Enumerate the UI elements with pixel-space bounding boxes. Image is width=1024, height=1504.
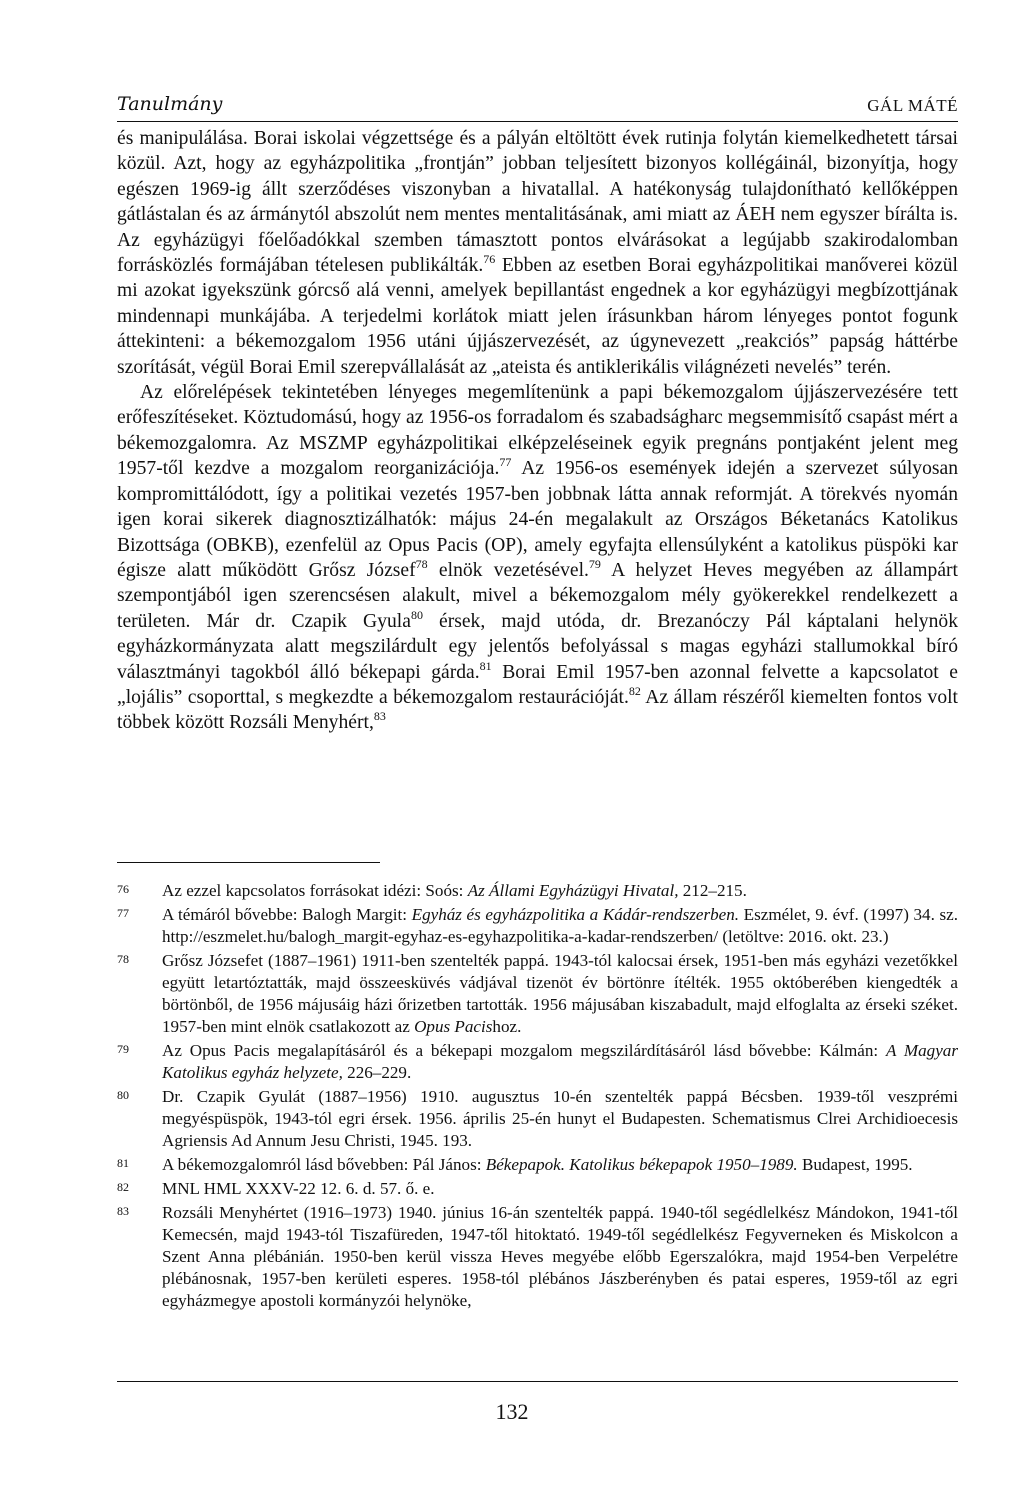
footnote-ref-83[interactable]: 83	[373, 709, 386, 724]
footnote-ref-80[interactable]: 80	[410, 607, 423, 622]
footnote-78	[117, 950, 958, 1038]
footnote-italic-title: Egyház és egyházpolitika a Kádár-rendszerben.	[411, 905, 740, 924]
paragraph-2	[117, 380, 958, 736]
footnote-text	[162, 904, 958, 948]
footnotes	[117, 880, 958, 1314]
footnote-text-part: Grősz Józsefet (1887–1961) 1911-ben szentelték pappá. 1943-tól kalocsai érsek, 1951-ben más egyházi vezetőkkel együtt letartóztatták, majd összeesküvés vádjával tizenöt év börtönre ítélték. 1955 októberében kiengedték a börtönből, de 1956 májusáig házi őrizetben tartották. 1956 májusában kiszabadult, majd elfoglalta az érseki széket. 1957-ben mint elnök csatlakozott az	[162, 951, 958, 1036]
footnote-text	[162, 880, 958, 902]
paragraph-2-text-d: A helyzet Heves megyében az állampárt szempontjából igen szerencsésen alakult, mivel a békemozgalom mély gyökerekkel rendelkezett a területen. Már dr. Czapik Gyula	[117, 559, 958, 632]
author-name: GÁL MÁTÉ	[867, 96, 958, 115]
footnote-number: 83	[117, 1204, 129, 1218]
footnote-ref-78[interactable]: 78	[415, 556, 428, 571]
paragraph-2-text-a: Az előrelépések tekintetében lényeges megemlítenünk a papi békemozgalom újjászervezésére tett erőfeszítéseket. Köztudomású, hogy az 1956-os forradalom és szabadságharc megsemmisítő csapást mért a békemozgalomra. Az MSZMP egyházpolitikai elképzeléseinek egyik pregnáns pontjaként jelent meg 1957-től kezdve a mozgalom reorganizációja.	[117, 382, 958, 480]
footnote-text-part: hoz.	[492, 1017, 522, 1036]
footnote-italic-title: Békepapok. Katolikus békepapok 1950–1989.	[485, 1155, 798, 1174]
footnote-76	[117, 880, 958, 902]
footnote-number: 81	[117, 1156, 129, 1170]
footnote-text	[162, 1202, 958, 1312]
paragraph-2-text-c: elnök vezetésével.	[427, 559, 589, 581]
footnote-text-part: Az Opus Pacis megalapításáról és a békepapi mozgalom megszilárdításáról lásd bővebbe: Kálmán:	[162, 1041, 886, 1060]
page-number: 132	[495, 1399, 529, 1424]
footnote-text	[162, 1086, 958, 1152]
body-text	[117, 126, 958, 736]
running-header	[117, 93, 958, 119]
footnote-ref-79[interactable]: 79	[588, 556, 601, 571]
paragraph-2-text-e: érsek, majd utóda, dr. Brezanóczy Pál káptalani helynök egyházkormányzata alatt megszilárdult egy jelentős befolyással s magas egyházi stallumokkal bíró választmányi tagokból álló békepapi gárda.	[117, 610, 958, 683]
footnote-text	[162, 950, 958, 1038]
footnote-80	[117, 1086, 958, 1152]
footnote-text-part: Eszmélet, 9. évf. (1997) 34. sz. http://eszmelet.hu/balogh_margit-egyhaz-es-egyhazpolitika-a-kadar-rendszerben/ (letöltve: 2016. okt. 23.)	[162, 905, 958, 946]
footnote-ref-77[interactable]: 77	[499, 455, 512, 470]
footnote-82	[117, 1178, 958, 1200]
footnote-77	[117, 904, 958, 948]
footnote-text	[162, 1154, 958, 1176]
footnote-number: 79	[117, 1042, 129, 1056]
footnote-ref-76[interactable]: 76	[483, 252, 496, 267]
section-title: Tanulmány	[117, 93, 223, 115]
header-rule	[117, 121, 958, 122]
footer-rule	[117, 1381, 958, 1382]
footnote-ref-81[interactable]: 81	[479, 658, 492, 673]
footnote-italic-title: Opus Pacis	[414, 1017, 493, 1036]
paragraph-1-text-a: és manipulálása. Borai iskolai végzettsége és a pályán eltöltött évek rutinja folytán kiemelkedhetett társai közül. Azt, hogy az egyházpolitika „frontján” jobban teljesített bizonyos kollégáinál, bizonyítja, hogy egészen 1969-ig állt szerződéses viszonyban a hivatallal. A hatékonyság tulajdonítható kellőképpen gátlástalan és az ármánytól abszolút nem mentes mentalitásának, ami miatt az ÁEH nem egyszer bírálta is. Az egyházügyi főelőadókkal szemben támasztott pontos elvárásokat a legújabb szakirodalomban forrásközlés formájában tételesen publikálták.	[117, 128, 958, 277]
paragraph-1-text-b: Ebben az esetben Borai egyházpolitikai manőverei közül mi azokat igyekszünk górcső alá venni, amelyek bepillantást engednek a kor egyházügyi megbízottjának mindennapi munkájába. A terjedelmi korlátok miatt jelen írásunkban három lényeges pontot fogunk áttekinteni: a békemozgalom 1956 utáni újjászervezését, az úgynevezett „reakciós” papság háttérbe szorítását, végül Borai Emil szerepvállalását az „ateista és antiklerikális világnézeti nevelés” terén.	[117, 255, 958, 378]
footnote-text-part: Dr. Czapik Gyulát (1887–1956) 1910. augusztus 10-én szentelték pappá Bécsben. 1939-től veszprémi megyéspüspök, 1943-tól egri érsek. 1956. április 25-én hunyt el Budapesten. Schematismus Clrei Archidioecesis Agriensis Ad Annum Jesu Christi, 1945. 193.	[162, 1087, 958, 1150]
footnote-text	[162, 1040, 958, 1084]
footnote-text-part: A témáról bővebbe: Balogh Margit:	[162, 905, 412, 924]
footnote-text	[162, 1178, 958, 1200]
footnote-text-part: Rozsáli Menyhértet (1916–1973) 1940. június 16-án szentelték pappá. 1940-től segédlelkész Mándokon, 1941-től Kemecsén, majd 1943-tól Tiszafüreden, 1947-től hitoktató. 1949-től segédlelkész Fegyverneken és Miskolcon a Szent Anna plébánián. 1950-ben kerül vissza Heves megyébe előbb Egerszalókra, majd 1954-ben Verpelétre plébánosnak, 1957-ben kerületi esperes. 1958-tól plébános Jászberényben és patai esperes, 1959-től az egri egyházmegye apostoli kormányzói helynöke,	[162, 1203, 958, 1310]
footnote-text-part: 226–229.	[342, 1063, 412, 1082]
footnote-separator	[117, 862, 380, 863]
footnote-81	[117, 1154, 958, 1176]
footnote-text-part: Budapest, 1995.	[797, 1155, 913, 1174]
footnote-ref-82[interactable]: 82	[628, 683, 641, 698]
paragraph-1	[117, 126, 958, 380]
footnote-number: 80	[117, 1088, 129, 1102]
footnote-number: 82	[117, 1180, 129, 1194]
footnote-italic-title: Az Állami Egyházügyi Hivatal,	[467, 881, 679, 900]
footnote-text-part: Az ezzel kapcsolatos forrásokat idézi: Soós:	[162, 881, 468, 900]
footnote-79	[117, 1040, 958, 1084]
footnote-text-part: MNL HML XXXV-22 12. 6. d. 57. ő. e.	[162, 1179, 435, 1198]
paragraph-2-text-f: Borai Emil 1957-ben azonnal felvette a kapcsolatot e „lojális” csoporttal, s megkezdte a békemozgalom restaurációját.	[117, 661, 958, 708]
footnote-text-part: 212–215.	[678, 881, 747, 900]
footnote-number: 76	[117, 882, 129, 896]
footnote-text-part: A békemozgalomról lásd bővebben: Pál János:	[162, 1155, 486, 1174]
footnote-italic-title: A Magyar Katolikus egyház helyzete,	[162, 1041, 959, 1082]
footnote-number: 78	[117, 952, 129, 966]
paragraph-2-text-b: Az 1956-os események idején a szervezet súlyosan kompromittálódott, így a politikai vezetés 1957-ben jobbnak látta annak reformját. A törekvés nyomán igen korai sikerek diagnosztizálhatók: május 24-én megalakult az Országos Béketanács Katolikus Bizottsága (OBKB), ezenfelül az Opus Pacis (OP), amely egyfajta ellensúlyként a katolikus püspöki kar égisze alatt működött Grősz József	[117, 458, 958, 581]
footnote-83	[117, 1202, 958, 1312]
footnote-number: 77	[117, 906, 129, 920]
paragraph-2-text-g: Az állam részéről kiemelten fontos volt többek között Rozsáli Menyhért,	[117, 686, 958, 734]
